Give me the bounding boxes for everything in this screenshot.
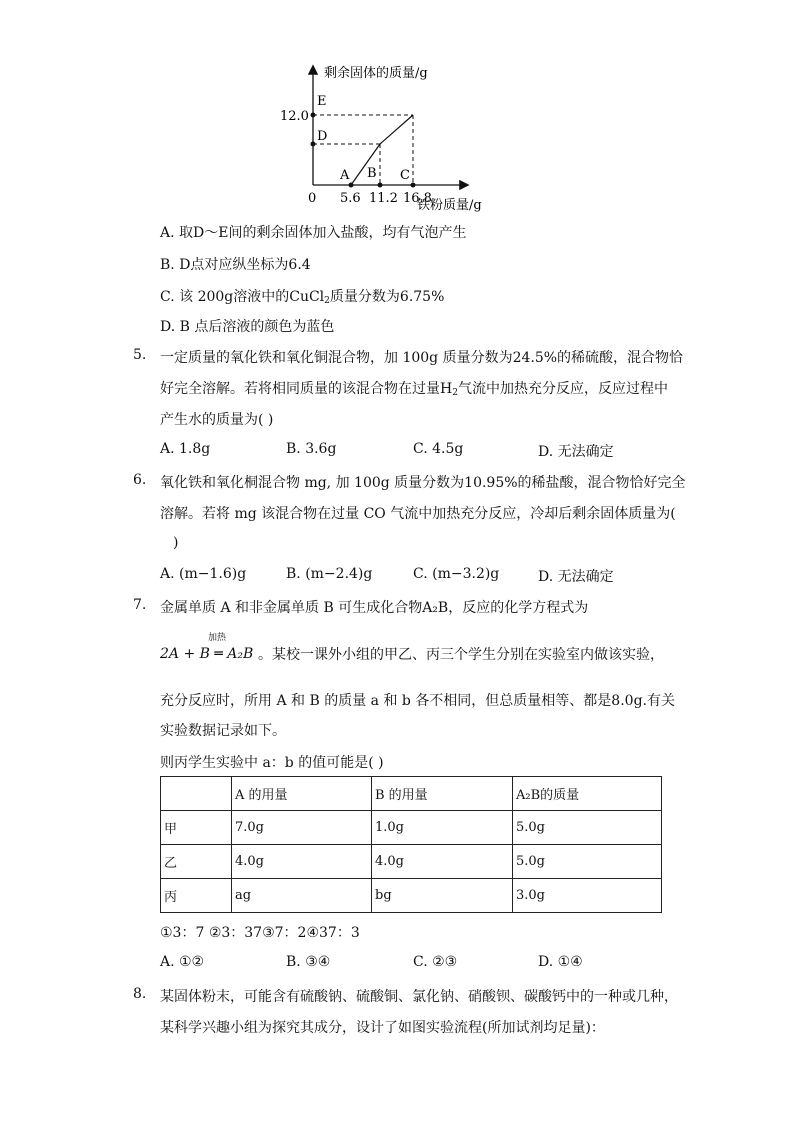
q5-option-b: B. 3.6g (286, 441, 337, 457)
q6-number: 6. (133, 472, 147, 488)
label-E: E (317, 94, 327, 109)
table-cell: 1.0g (372, 811, 513, 845)
q7-option-a: A. ①② (160, 954, 205, 970)
table-row (161, 845, 662, 879)
point-B (378, 183, 383, 188)
q6-line1: 氧化铁和氧化桐混合物 mg, 加 100g 质量分数为10.95%的稀盐酸，混合物恰好完全 (160, 475, 686, 491)
q5-line3: 产生水的质量为( ) (160, 412, 274, 428)
q7-option-b: B. ③④ (286, 954, 331, 970)
y-tick-12: 12.0 (280, 109, 309, 124)
table-cell: 4.0g (372, 845, 513, 879)
table-row (161, 879, 662, 913)
table-header-cell (161, 777, 232, 811)
point-D (311, 142, 316, 147)
q5-line2-pre: 好完全溶解。若将相同质量的该混合物在过量H (160, 381, 453, 397)
table-cell: 4.0g (232, 845, 372, 879)
q7-line4: 实验数据记录如下。 (160, 723, 286, 739)
segment-BC (380, 115, 413, 144)
q4-option-c-post: 质量分数为6.75% (329, 289, 445, 305)
label-A: A (340, 168, 350, 183)
q6-option-b: B. (m−2.4)g (286, 566, 373, 582)
table-cell: 3.0g (513, 879, 662, 913)
q5-option-c: C. 4.5g (413, 441, 464, 457)
q5-option-a: A. 1.8g (160, 441, 211, 457)
q6-option-d: D. 无法确定 (538, 569, 614, 585)
q7-equation-condition: 加热 (208, 633, 227, 643)
table-cell: bg (372, 879, 513, 913)
q7-data-table (160, 776, 662, 913)
table-cell: 7.0g (232, 811, 372, 845)
point-C (411, 183, 416, 188)
q7-line2: 。某校一课外小组的甲乙、丙三个学生分别在实验室内做该实验， (258, 647, 664, 663)
table-header-cell: A 的用量 (232, 777, 372, 811)
q7-number: 7. (133, 597, 147, 613)
q8-number: 8. (133, 986, 147, 1002)
remaining-solid-graph (270, 55, 530, 215)
q5-line2-post: 气流中加热充分反应，反应过程中 (457, 381, 668, 397)
q5-number: 5. (133, 347, 147, 363)
origin-label: 0 (308, 191, 317, 206)
q8-line1: 某固体粉末，可能含有硫酸钠、硫酸铜、氯化钠、硝酸钡、碳酸钙中的一种或几种， (160, 989, 678, 1005)
x-tick-1: 5.6 (340, 191, 361, 206)
table-header-cell: A₂B的质量 (513, 777, 662, 811)
q8-line2: 某科学兴趣小组为探究其成分，设计了如图实验流程(所加试剂均足量)： (160, 1020, 605, 1036)
q5-option-d: D. 无法确定 (538, 444, 614, 460)
label-B: B (367, 166, 377, 181)
q4-option-c (160, 286, 444, 306)
table-cell: 5.0g (513, 811, 662, 845)
table-cell: 丙 (161, 879, 232, 913)
table-header-row (161, 777, 662, 811)
point-12 (311, 113, 316, 118)
q7-line5: 则丙学生实验中 a：b 的值可能是( ) (160, 755, 384, 771)
label-D: D (317, 129, 328, 144)
table-cell: 乙 (161, 845, 232, 879)
q5-line2-sub: 2 (452, 388, 458, 398)
x-axis-label: 铁粉质量/g (417, 198, 482, 213)
q4-option-c-sub: 2 (324, 296, 330, 306)
q4-option-a: A. 取D～E间的剩余固体加入盐酸，均有气泡产生 (160, 225, 467, 241)
table-row (161, 811, 662, 845)
q7-line1: 金属单质 A 和非金属单质 B 可生成化合物A₂B，反应的化学方程式为 (160, 600, 589, 616)
q6-line2: 溶解。若将 mg 该混合物在过量 CO 气流中加热充分反应，冷却后剩余固体质量为( (160, 506, 676, 522)
q7-line3: 充分反应时，所用 A 和 B 的质量 a 和 b 各不相同，但总质量相等、都是8.0g.有关 (160, 693, 675, 709)
q5-line2 (160, 378, 668, 398)
q4-option-b: B. D点对应纵坐标为6.4 (160, 257, 311, 273)
table-cell: 甲 (161, 811, 232, 845)
q6-option-c: C. (m−3.2)g (413, 566, 500, 582)
q5-line1: 一定质量的氧化铁和氧化铜混合物，加 100g 质量分数为24.5%的稀硫酸，混合物恰 (160, 350, 684, 366)
table-cell: 5.0g (513, 845, 662, 879)
q7-equation: 2A + B ═ A₂B (160, 646, 254, 662)
q6-line3: ) (173, 535, 179, 551)
table-cell: ag (232, 879, 372, 913)
label-C: C (400, 168, 410, 183)
x-tick-2: 11.2 (369, 191, 398, 206)
point-A (349, 183, 354, 188)
q7-option-c: C. ②③ (413, 954, 458, 970)
q7-choices: ①3：7 ②3：37③7：2④37：3 (160, 925, 360, 941)
y-axis-label: 剩余固体的质量/g (324, 66, 428, 81)
table-header-cell: B 的用量 (372, 777, 513, 811)
x-tick-3: 16.8 (403, 191, 432, 206)
q4-option-c-pre: C. 该 200g溶液中的CuCl (160, 289, 325, 305)
q6-option-a: A. (m−1.6)g (160, 566, 247, 582)
q7-option-d: D. ①④ (538, 954, 583, 970)
q4-option-d: D. B 点后溶液的颜色为蓝色 (160, 319, 335, 335)
